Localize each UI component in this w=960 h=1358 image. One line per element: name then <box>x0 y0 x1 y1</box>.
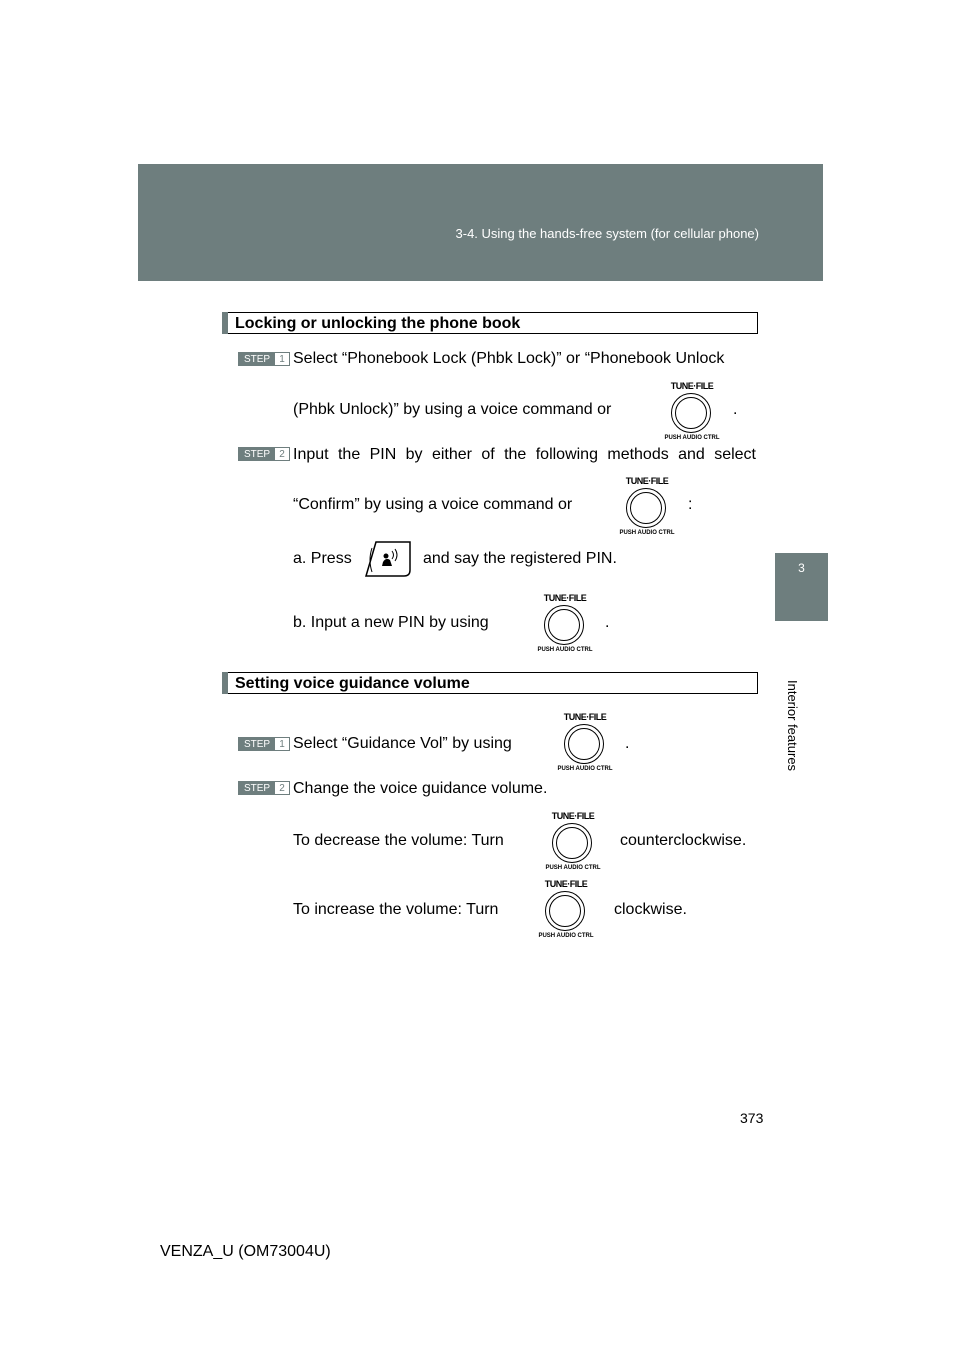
knob-top-label: TUNE·FILE <box>670 381 714 391</box>
step-badge-label: STEP <box>239 448 275 460</box>
knob-top-label: TUNE·FILE <box>551 811 595 821</box>
section-heading-phonebook-lock <box>222 312 758 334</box>
step-badge <box>238 352 290 366</box>
tune-file-knob-icon <box>526 879 606 943</box>
section-heading-text: Locking or unlocking the phone book <box>235 315 521 332</box>
step-badge-label: STEP <box>239 738 275 750</box>
section-heading-guidance-volume <box>222 672 758 694</box>
step-text: (Phbk Unlock)” by using a voice command or <box>293 401 612 418</box>
decrease-text: counterclockwise. <box>620 832 747 849</box>
knob-bottom-label: PUSH AUDIO CTRL <box>619 530 675 536</box>
section-heading-text: Setting voice guidance volume <box>235 675 470 692</box>
step-text: Change the voice guidance volume. <box>293 780 548 797</box>
section-heading-bar <box>222 672 228 694</box>
step-badge-number: 1 <box>279 738 285 750</box>
step-badge-label: STEP <box>239 353 275 365</box>
footer-model-code: VENZA_U (OM73004U) <box>160 1243 331 1260</box>
knob-dial <box>544 605 584 645</box>
knob-bottom-label: PUSH AUDIO CTRL <box>545 865 601 871</box>
step-text-punct: . <box>625 735 630 752</box>
knob-bottom-label: PUSH AUDIO CTRL <box>537 647 593 653</box>
tune-file-knob-icon <box>525 593 605 657</box>
step-badge <box>238 737 290 751</box>
knob-dial <box>564 724 604 764</box>
tune-file-knob-icon <box>545 712 625 776</box>
knob-bottom-label: PUSH AUDIO CTRL <box>664 435 720 441</box>
chapter-header <box>138 164 823 281</box>
knob-dial <box>545 891 585 931</box>
chapter-side-label-text: Interior features <box>785 680 800 772</box>
knob-top-label: TUNE·FILE <box>543 593 587 603</box>
decrease-text: To decrease the volume: Turn <box>293 832 504 849</box>
tune-file-knob-icon <box>652 381 732 445</box>
step-badge-number: 2 <box>279 448 285 460</box>
knob-dial <box>552 823 592 863</box>
knob-top-label: TUNE·FILE <box>544 879 588 889</box>
step-text: Select “Guidance Vol” by using <box>293 735 512 752</box>
option-b-text: b. Input a new PIN by using <box>293 614 489 631</box>
step-text-punct: . <box>733 401 738 418</box>
step-text: Input the PIN by either of the following methods and select <box>293 446 756 463</box>
tune-file-knob-icon <box>533 811 613 875</box>
step-badge <box>238 781 290 795</box>
knob-top-label: TUNE·FILE <box>563 712 607 722</box>
step-text: Select “Phonebook Lock (Phbk Lock)” or “Phonebook Unlock <box>293 350 725 367</box>
step-text-punct: : <box>688 496 693 513</box>
chapter-side-tab <box>775 553 828 621</box>
increase-text: clockwise. <box>614 901 687 918</box>
step-badge-number: 1 <box>279 353 285 365</box>
increase-text: To increase the volume: Turn <box>293 901 499 918</box>
page-number: 373 <box>740 1110 764 1126</box>
chapter-title: 3-4. Using the hands-free system (for cellular phone) <box>455 226 759 241</box>
option-b-text: . <box>605 614 610 631</box>
step-badge-number: 2 <box>279 782 285 794</box>
step-text: “Confirm” by using a voice command or <box>293 496 573 513</box>
step-badge-label: STEP <box>239 782 275 794</box>
step-badge <box>238 447 290 461</box>
knob-bottom-label: PUSH AUDIO CTRL <box>557 766 613 772</box>
option-a-text: a. Press <box>293 550 352 567</box>
knob-dial <box>626 488 666 528</box>
knob-top-label: TUNE·FILE <box>625 476 669 486</box>
section-heading-bar <box>222 312 228 334</box>
chapter-number: 3 <box>798 561 805 575</box>
talk-switch-icon <box>362 538 414 580</box>
tune-file-knob-icon <box>607 476 687 540</box>
knob-bottom-label: PUSH AUDIO CTRL <box>538 933 594 939</box>
knob-dial <box>671 393 711 433</box>
option-a-text: and say the registered PIN. <box>423 550 617 567</box>
